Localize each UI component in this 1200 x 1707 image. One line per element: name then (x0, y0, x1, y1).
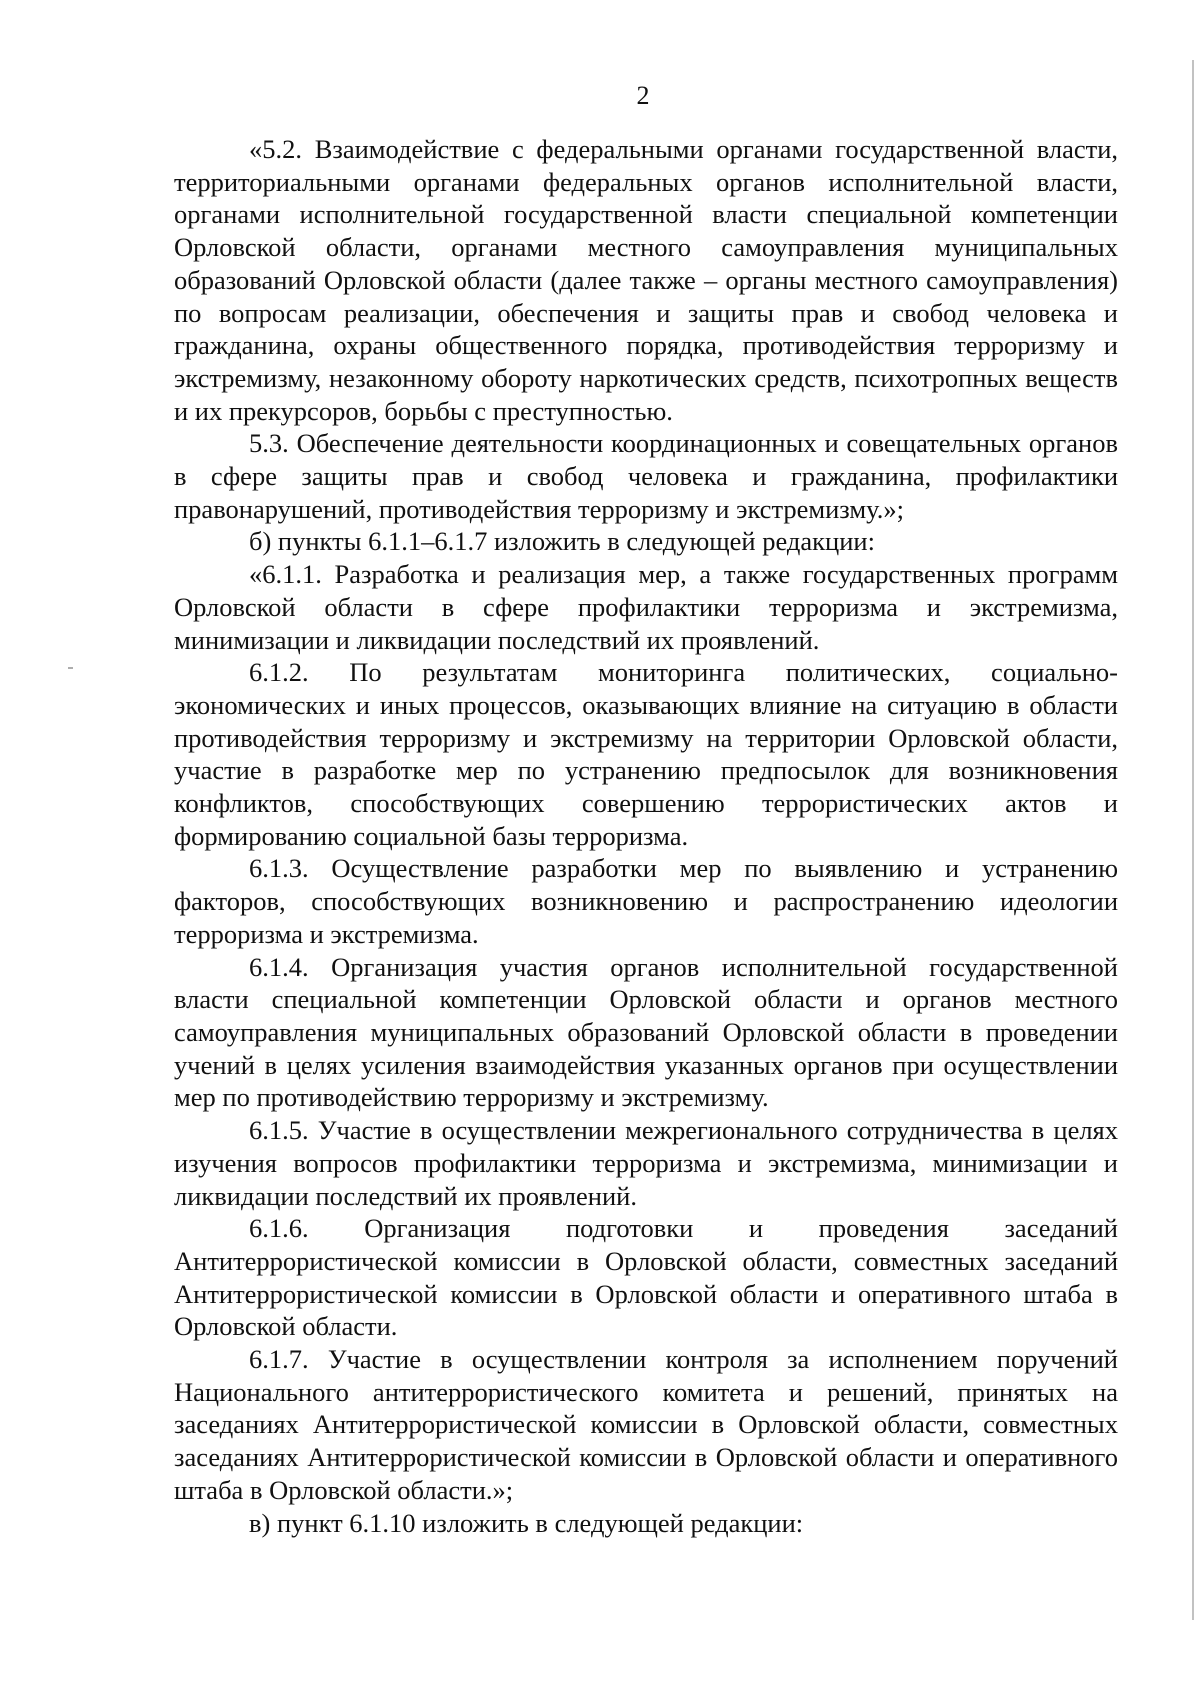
paragraph-6-1-5: 6.1.5. Участие в осуществлении межрегионального сотрудничества в целях изучения вопросов профилактики терроризма и экстремизма, минимизации и ликвидации последствий их проявлений. (174, 1115, 1118, 1211)
document-body (174, 133, 1118, 1539)
paragraph-6-1-1: «6.1.1. Разработка и реализация мер, а также государственных программ Орловской области в сфере профилактики терроризма и экстремизма, минимизации и ликвидации последствий их проявлений. (174, 559, 1118, 655)
paragraph-v: в) пункт 6.1.10 изложить в следующей редакции: (249, 1507, 804, 1538)
paragraph-6-1-4: 6.1.4. Организация участия органов исполнительной государственной власти специальной компетенции Орловской области и органов местного самоуправления муниципальных образований Орловской области в проведении учений в целях усиления взаимодействия указанных органов при осуществлении мер по противодействию терроризму и экстремизму. (174, 951, 1118, 1113)
paragraph-6-1-6: 6.1.6. Организация подготовки и проведения заседаний Антитеррористической комиссии в Орловской области, совместных заседаний Антитеррористической комиссии в Орловской области и оперативного штаба в Орловской области. (174, 1213, 1118, 1342)
page-number: 2 (636, 81, 650, 110)
scan-edge-line (1192, 60, 1194, 1620)
paragraph-6-1-2: 6.1.2. По результатам мониторинга политических, социально-экономических и иных процессов, оказывающих влияние на ситуацию в области противодействия терроризму и экстремизму на территории Орловской области, участие в разработке мер по устранению предпосылок для возникновения конфликтов, способствующих совершению террористических актов и формированию социальной базы терроризма. (174, 657, 1118, 851)
paragraph-6-1-3: 6.1.3. Осуществление разработки мер по выявлению и устранению факторов, способствующих возникновению и распространению идеологии терроризма и экстремизма. (174, 853, 1118, 949)
paragraph-5-2: «5.2. Взаимодействие с федеральными органами государственной власти, территориальными органами федеральных органов исполнительной власти, органами исполнительной государственной власти специальной компетенции Орловской области, органами местного самоуправления муниципальных образований Орловской области (далее также – органы местного самоуправления) по вопросам реализации, обеспечения и защиты прав и свобод человека и гражданина, охраны общественного порядка, противодействия терроризму и экстремизму, незаконному обороту наркотических средств, психотропных веществ и их прекурсоров, борьбы с преступностью. (174, 134, 1118, 426)
scan-speck (68, 667, 73, 669)
paragraph-b: б) пункты 6.1.1–6.1.7 изложить в следующей редакции: (249, 526, 875, 557)
paragraph-6-1-7: 6.1.7. Участие в осуществлении контроля за исполнением поручений Национального антитеррористического комитета и решений, принятых на заседаниях Антитеррористической комиссии в Орловской области, совместных заседаниях Антитеррористической комиссии в Орловской области и оперативного штаба в Орловской области.»; (174, 1344, 1118, 1505)
paragraph-5-3: 5.3. Обеспечение деятельности координационных и совещательных органов в сфере защиты прав и свобод человека и гражданина, профилактики правонарушений, противодействия терроризму и экстремизму.»; (174, 428, 1118, 524)
